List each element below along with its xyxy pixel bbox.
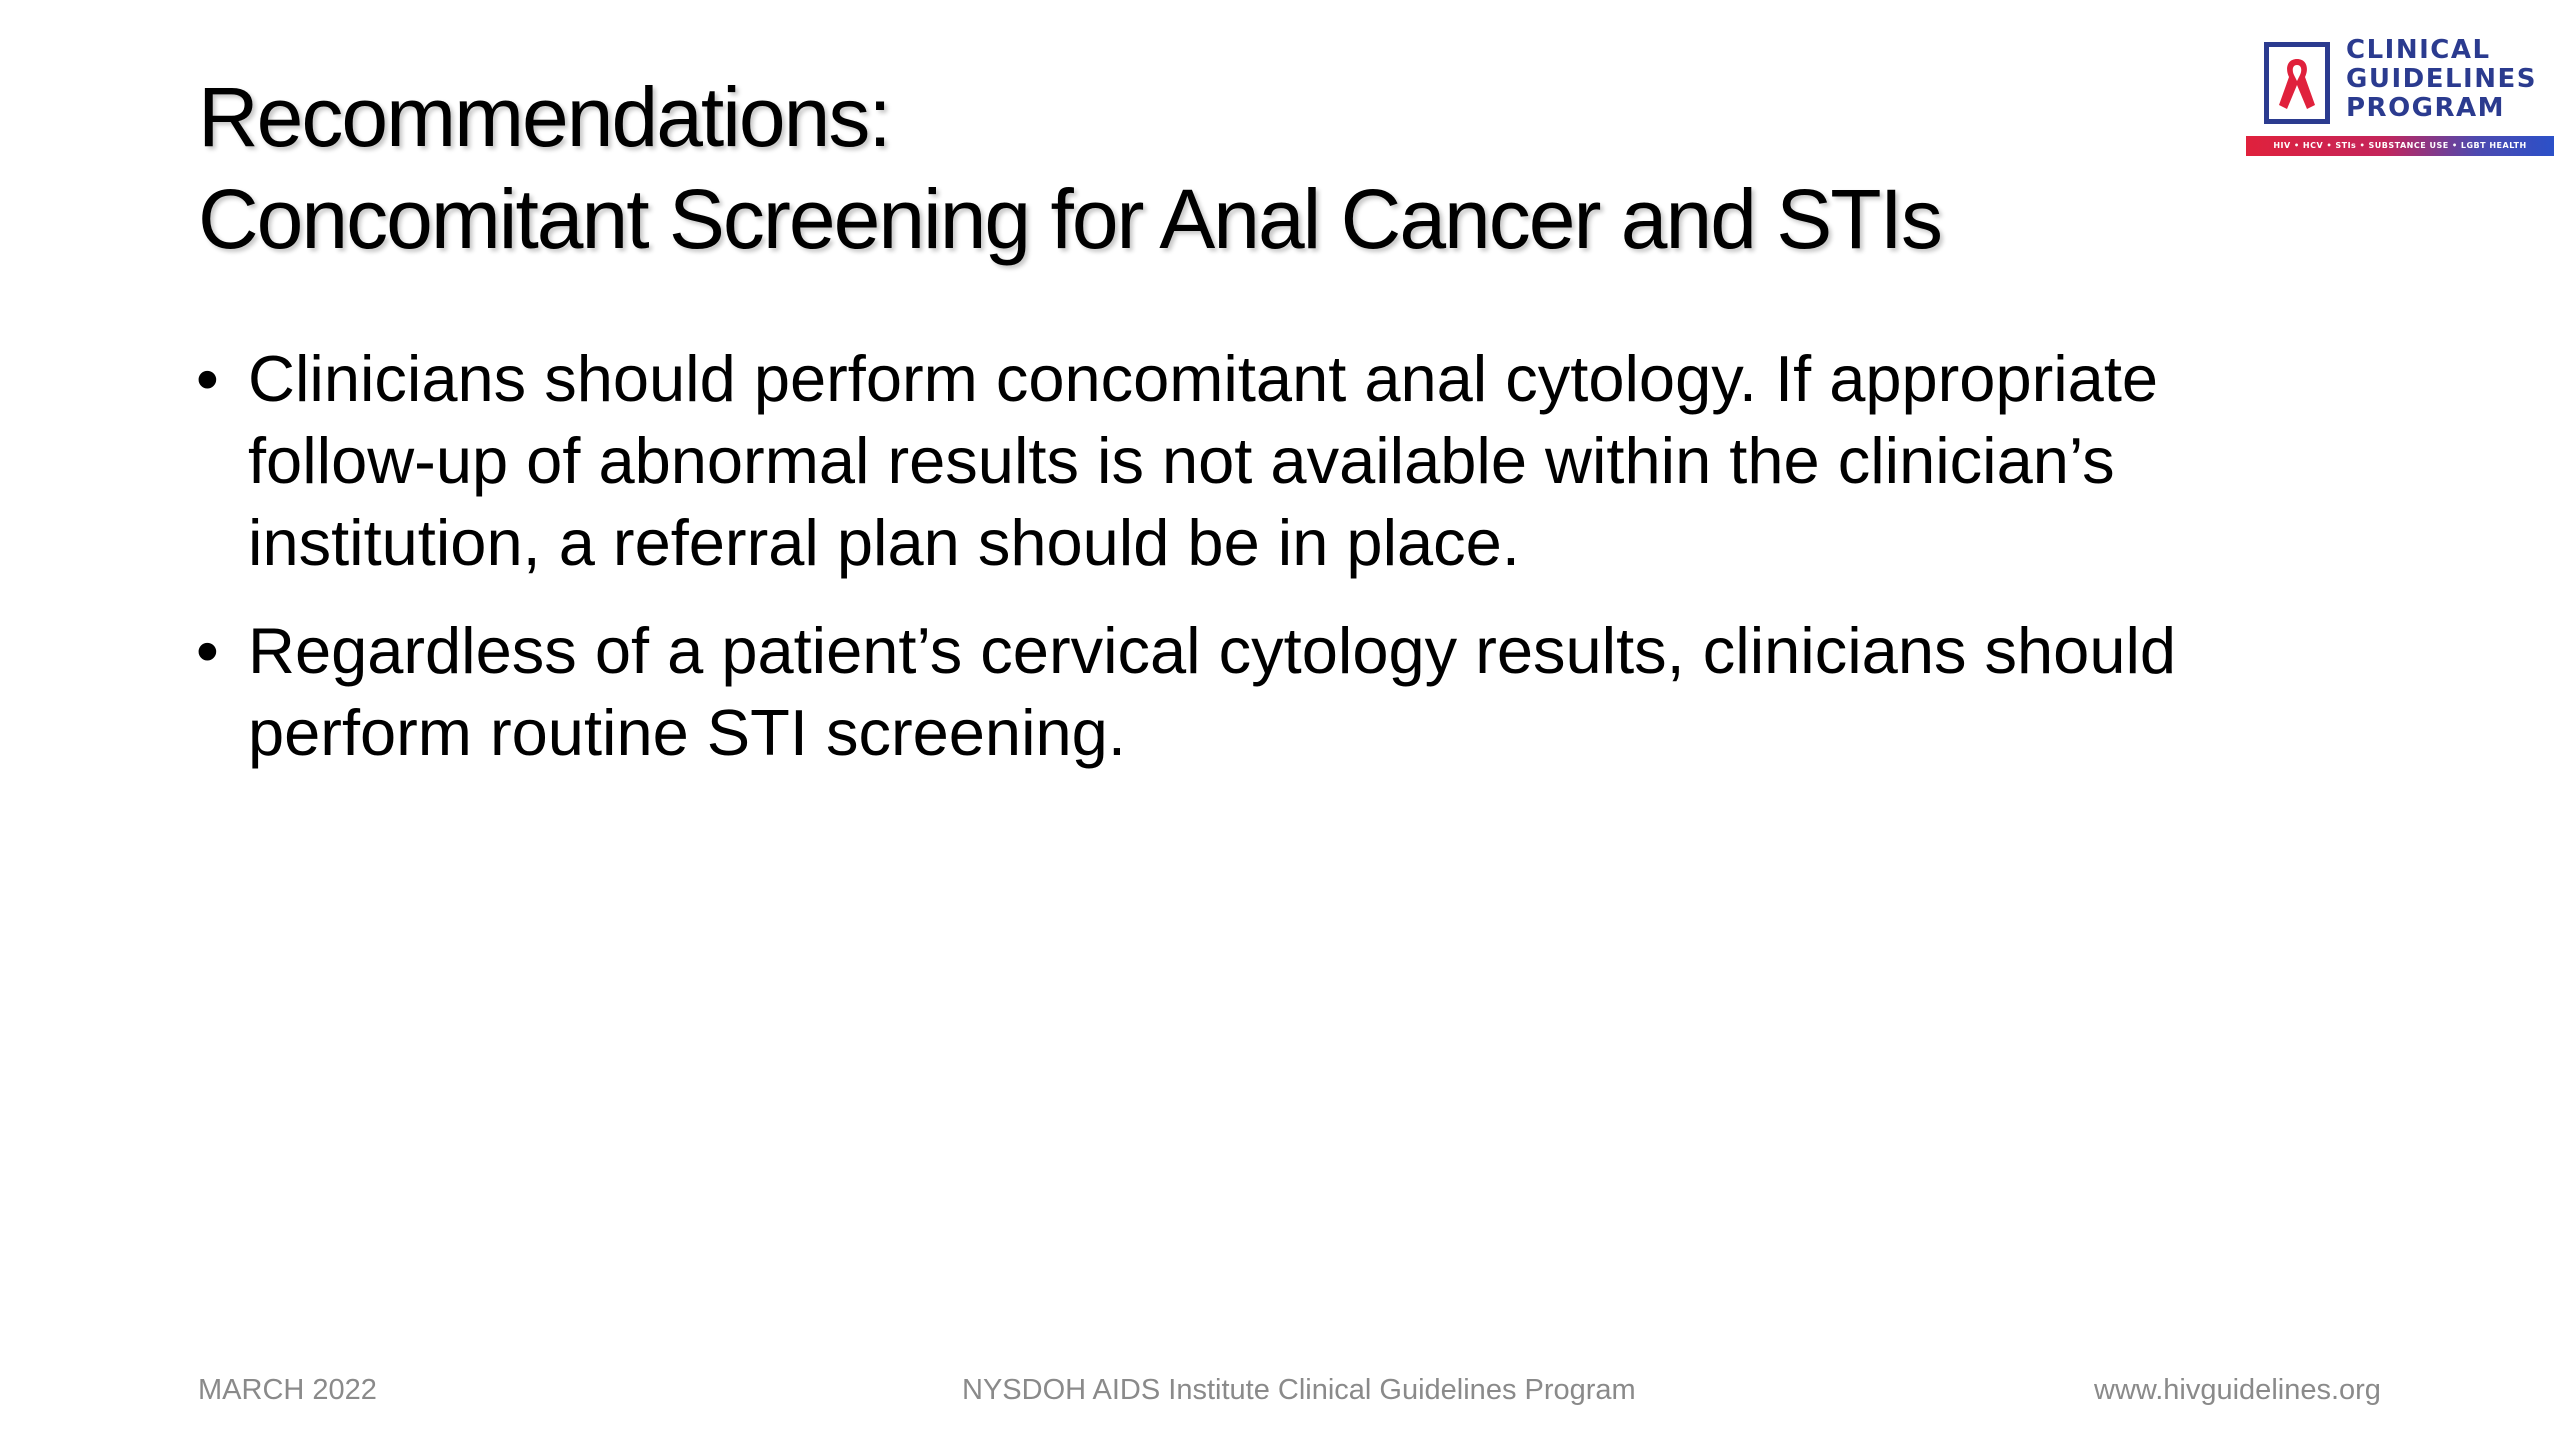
footer-date: MARCH 2022	[198, 1374, 377, 1406]
bullet-marker: •	[196, 614, 219, 687]
logo-tagline: HIV • HCV • STIs • SUBSTANCE USE • LGBT HEALTH	[2246, 136, 2554, 156]
title-line-1: Recommendations:	[198, 70, 890, 164]
bullet-item	[196, 338, 2346, 584]
logo-word-2: GUIDELINES	[2346, 64, 2537, 94]
clinical-guidelines-program-logo	[2246, 36, 2556, 160]
footer-website: www.hivguidelines.org	[2094, 1374, 2381, 1406]
logo-word-1: CLINICAL	[2346, 35, 2491, 65]
bullet-text: Clinicians should perform concomitant anal cytology. If appropriate follow-up of abnormal results is not available within the clinician’s institution, a referral plan should be in place.	[248, 342, 2159, 579]
footer-program: NYSDOH AIDS Institute Clinical Guidelines Program	[962, 1374, 1636, 1406]
slide-title	[198, 66, 2198, 270]
bullet-marker: •	[196, 342, 219, 415]
logo-emblem	[2264, 42, 2330, 124]
logo-word-3: PROGRAM	[2346, 93, 2506, 123]
red-ribbon-icon	[2275, 55, 2319, 113]
bullet-item	[196, 610, 2346, 774]
title-line-2: Concomitant Screening for Anal Cancer and STIs	[198, 172, 1941, 266]
logo-wordmark	[2346, 36, 2537, 123]
bullet-list	[196, 338, 2346, 800]
bullet-text: Regardless of a patient’s cervical cytology results, clinicians should perform routine STI screening.	[248, 614, 2177, 769]
